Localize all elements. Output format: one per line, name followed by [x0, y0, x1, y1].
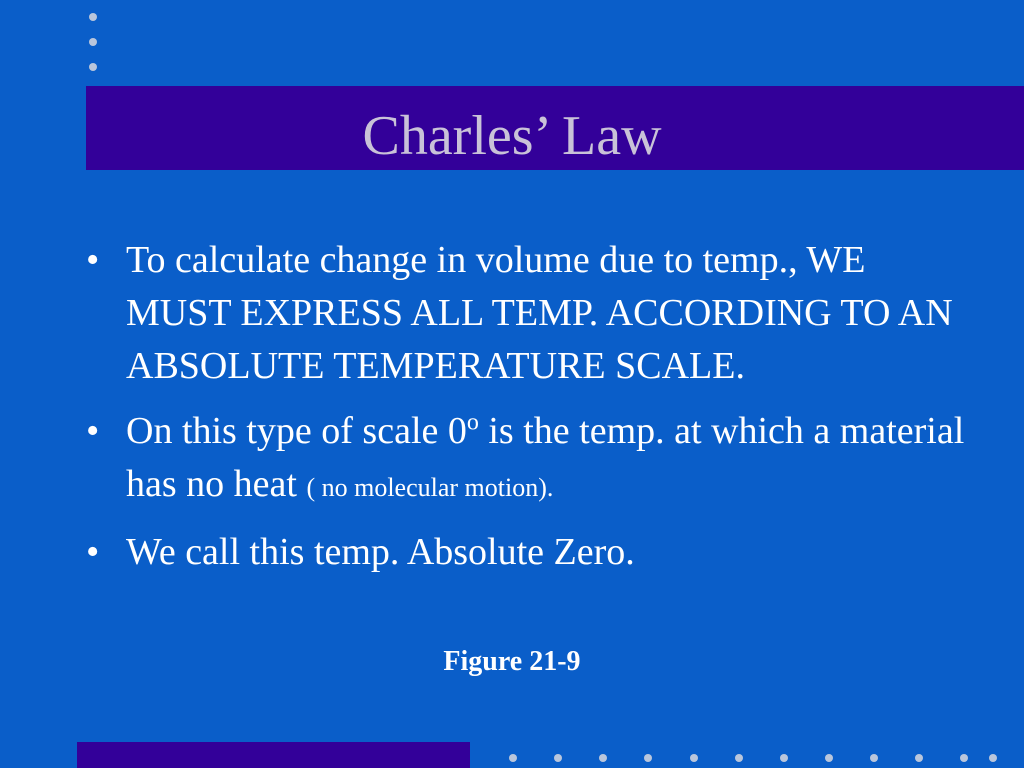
bullet-marker: • [86, 410, 100, 452]
figure-caption: Figure 21-9 [443, 646, 581, 677]
decor-dot [870, 754, 878, 762]
slide-title: Charles’ Law [362, 105, 662, 167]
decor-dot [735, 754, 743, 762]
decor-dot [554, 754, 562, 762]
bullet-list [86, 234, 966, 591]
bullet-small-note: ( no molecular motion). [306, 473, 554, 502]
decor-dot [690, 754, 698, 762]
decor-dot [915, 754, 923, 762]
bottom-bar [77, 742, 470, 768]
bullet-marker: • [86, 531, 100, 573]
bullet-item [86, 234, 966, 393]
decor-dot [989, 754, 997, 762]
decor-dot [825, 754, 833, 762]
bullet-marker: • [86, 239, 100, 281]
bullet-text: To calculate change in volume due to temp., WE MUST EXPRESS ALL TEMP. ACCORDING TO AN ABSOLUTE TEMPERATURE SCALE. [126, 239, 953, 387]
bullet-item [86, 526, 966, 579]
decor-dot [89, 13, 97, 21]
decor-dot [780, 754, 788, 762]
decor-dot [599, 754, 607, 762]
decor-dot [960, 754, 968, 762]
degree-superscript: o [466, 409, 479, 436]
bullet-text-continued: is the temp. at which a material has no heat [126, 410, 965, 505]
bullet-text: We call this temp. Absolute Zero. [126, 531, 635, 573]
decor-dot [89, 63, 97, 71]
bullet-text: On this type of scale 0 [126, 410, 467, 452]
bullet-item [86, 405, 966, 514]
decor-dot [89, 38, 97, 46]
decor-dot [644, 754, 652, 762]
decor-dot [509, 754, 517, 762]
